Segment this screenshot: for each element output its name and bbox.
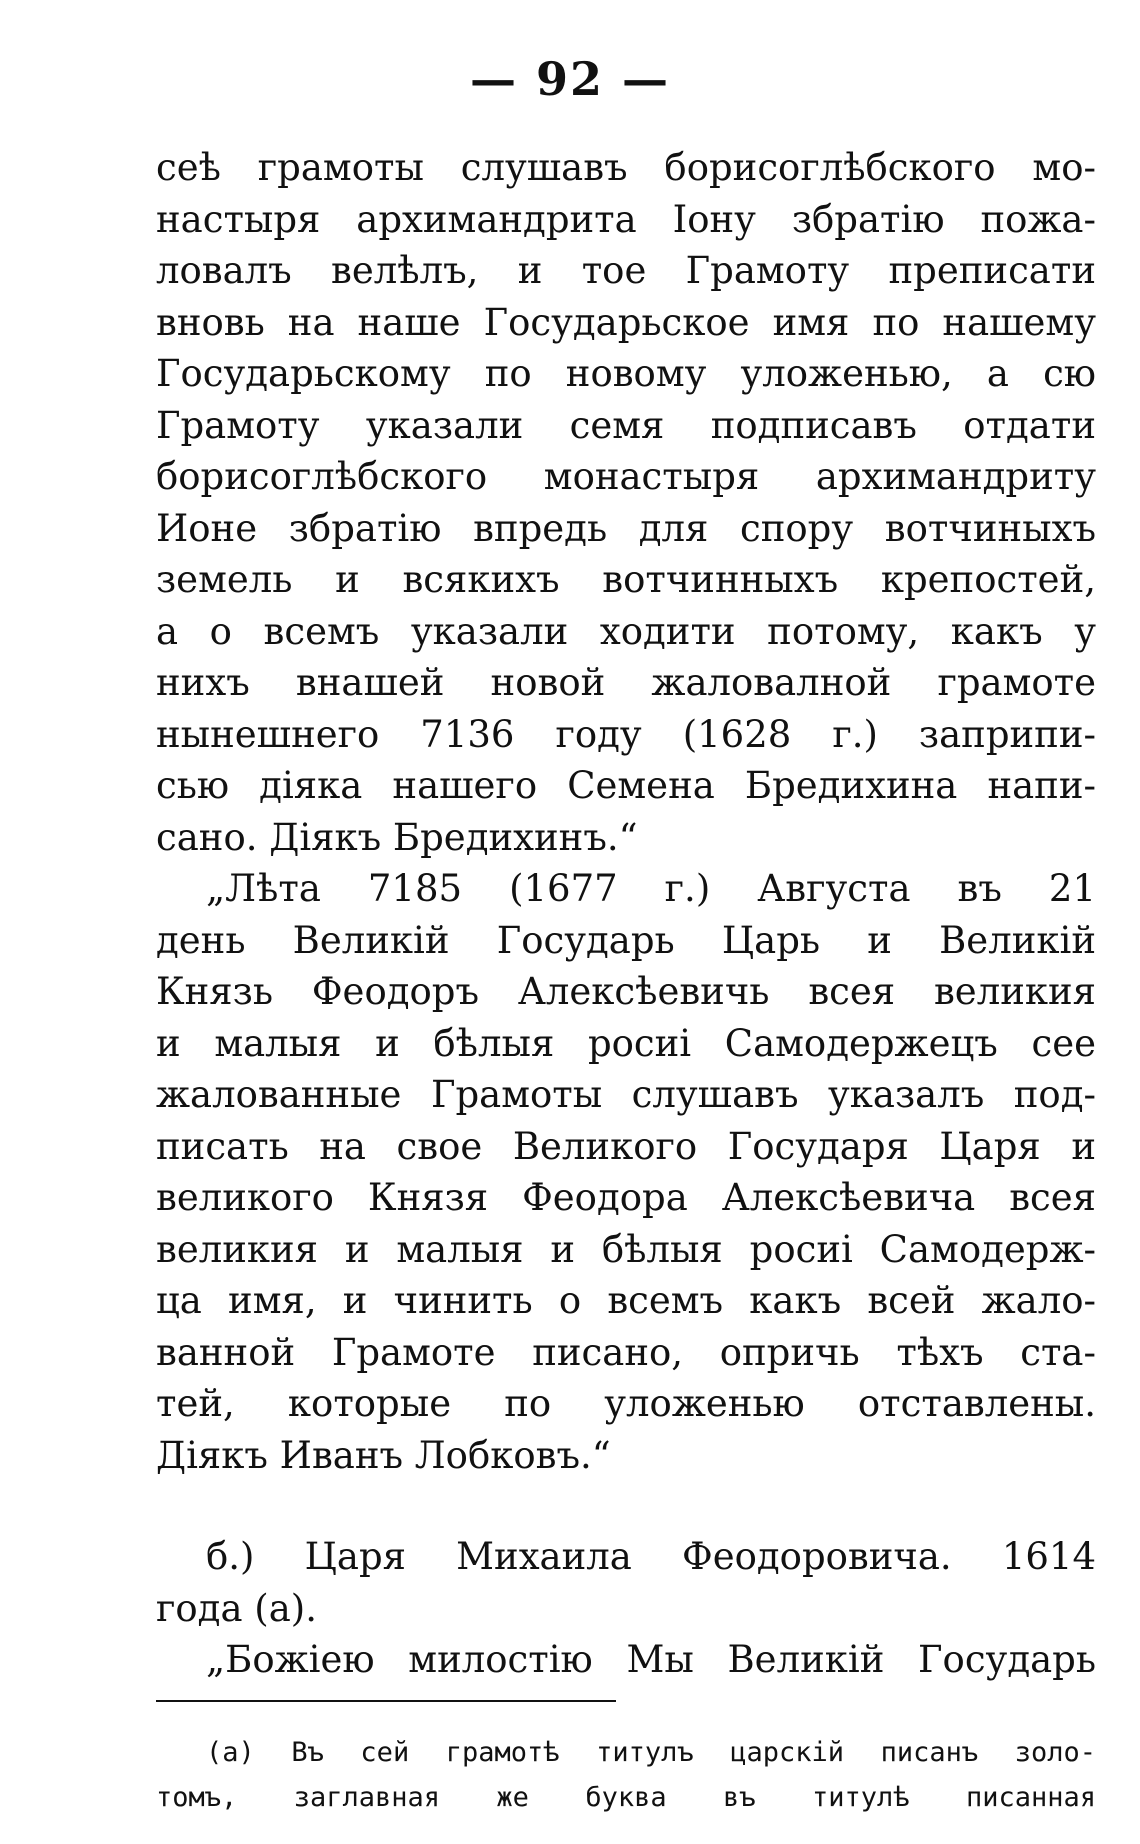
text-line: жалованные Грамоты слушавъ указалъ под- bbox=[156, 1073, 1096, 1116]
text-line: ванной Грамоте писано, опричь тѣхъ ста- bbox=[156, 1330, 1096, 1374]
paragraph-gap bbox=[156, 1481, 1096, 1531]
text-line: ца имя, и чинить о всемъ какъ всей жало- bbox=[156, 1279, 1096, 1322]
text-line: нынешнего 7136 году (1628 г.) заприпи- bbox=[156, 712, 1096, 756]
text-line: сью дiяка нашего Семена Бредихина напи- bbox=[156, 764, 1096, 807]
text-line: великия и малыя и бѣлыя росиi Самодерж- bbox=[156, 1227, 1096, 1271]
body-text bbox=[156, 142, 1096, 1686]
text-line: ловалъ велѣлъ, и тое Грамоту преписати bbox=[156, 249, 1096, 292]
text-line: „Божiею милостiю Мы Великiй Государь bbox=[206, 1638, 1096, 1681]
text-line: Ионе збратiю впредь для спору вотчиныхъ bbox=[156, 506, 1096, 550]
text-line: Государьскому по новому уложенью, а сю bbox=[156, 352, 1096, 395]
text-line: настыря архимандрита Іону збратiю пожа- bbox=[156, 197, 1096, 241]
text-line: борисоглѣбского монастыря архимандриту bbox=[156, 455, 1096, 498]
footnote-line: (а) Въ сей грамотѣ титулъ царскiй писанъ золо- bbox=[206, 1737, 1096, 1768]
text-line: нихъ внашей новой жаловалной грамоте bbox=[156, 661, 1096, 704]
text-line: Князь Феодоръ Алексѣевичь всея великия bbox=[156, 970, 1096, 1013]
footnote-divider bbox=[156, 1700, 616, 1702]
text-line: б.) Царя Михаила Феодоровича. 1614 bbox=[206, 1535, 1096, 1578]
text-line: „Лѣта 7185 (1677 г.) Августа въ 21 bbox=[206, 867, 1096, 910]
text-line: день Великiй Государь Царь и Великiй bbox=[156, 918, 1096, 962]
text-line: тей, которые по уложенью отставлены. bbox=[156, 1382, 1096, 1425]
footnote-line: томъ, заглавная же буква въ титулѣ писанная bbox=[156, 1782, 1096, 1813]
text-line: писать на свое Великого Государя Царя и bbox=[156, 1124, 1096, 1168]
text-line: великого Князя Феодора Алексѣевича всея bbox=[156, 1176, 1096, 1219]
text-line: и малыя и бѣлыя росиi Самодержецъ сее bbox=[156, 1021, 1096, 1065]
text-line: сано. Дiякъ Бредихинъ.“ bbox=[156, 815, 638, 859]
text-line: года (а). bbox=[156, 1586, 317, 1630]
text-line: а о всемъ указали ходити потому, какъ у bbox=[156, 609, 1096, 653]
page-number: — 92 — bbox=[469, 52, 671, 106]
text-line: вновь на наше Государьское имя по нашему bbox=[156, 300, 1096, 344]
text-line: сеѣ грамоты слушавъ борисоглѣбского мо- bbox=[156, 146, 1096, 189]
text-line: земель и всякихъ вотчинныхъ крепостей, bbox=[156, 558, 1096, 601]
text-line: Дiякъ Иванъ Лобковъ.“ bbox=[156, 1433, 611, 1477]
text-line: Грамоту указали семя подписавъ отдати bbox=[156, 403, 1096, 447]
footnote bbox=[156, 1730, 1096, 1820]
